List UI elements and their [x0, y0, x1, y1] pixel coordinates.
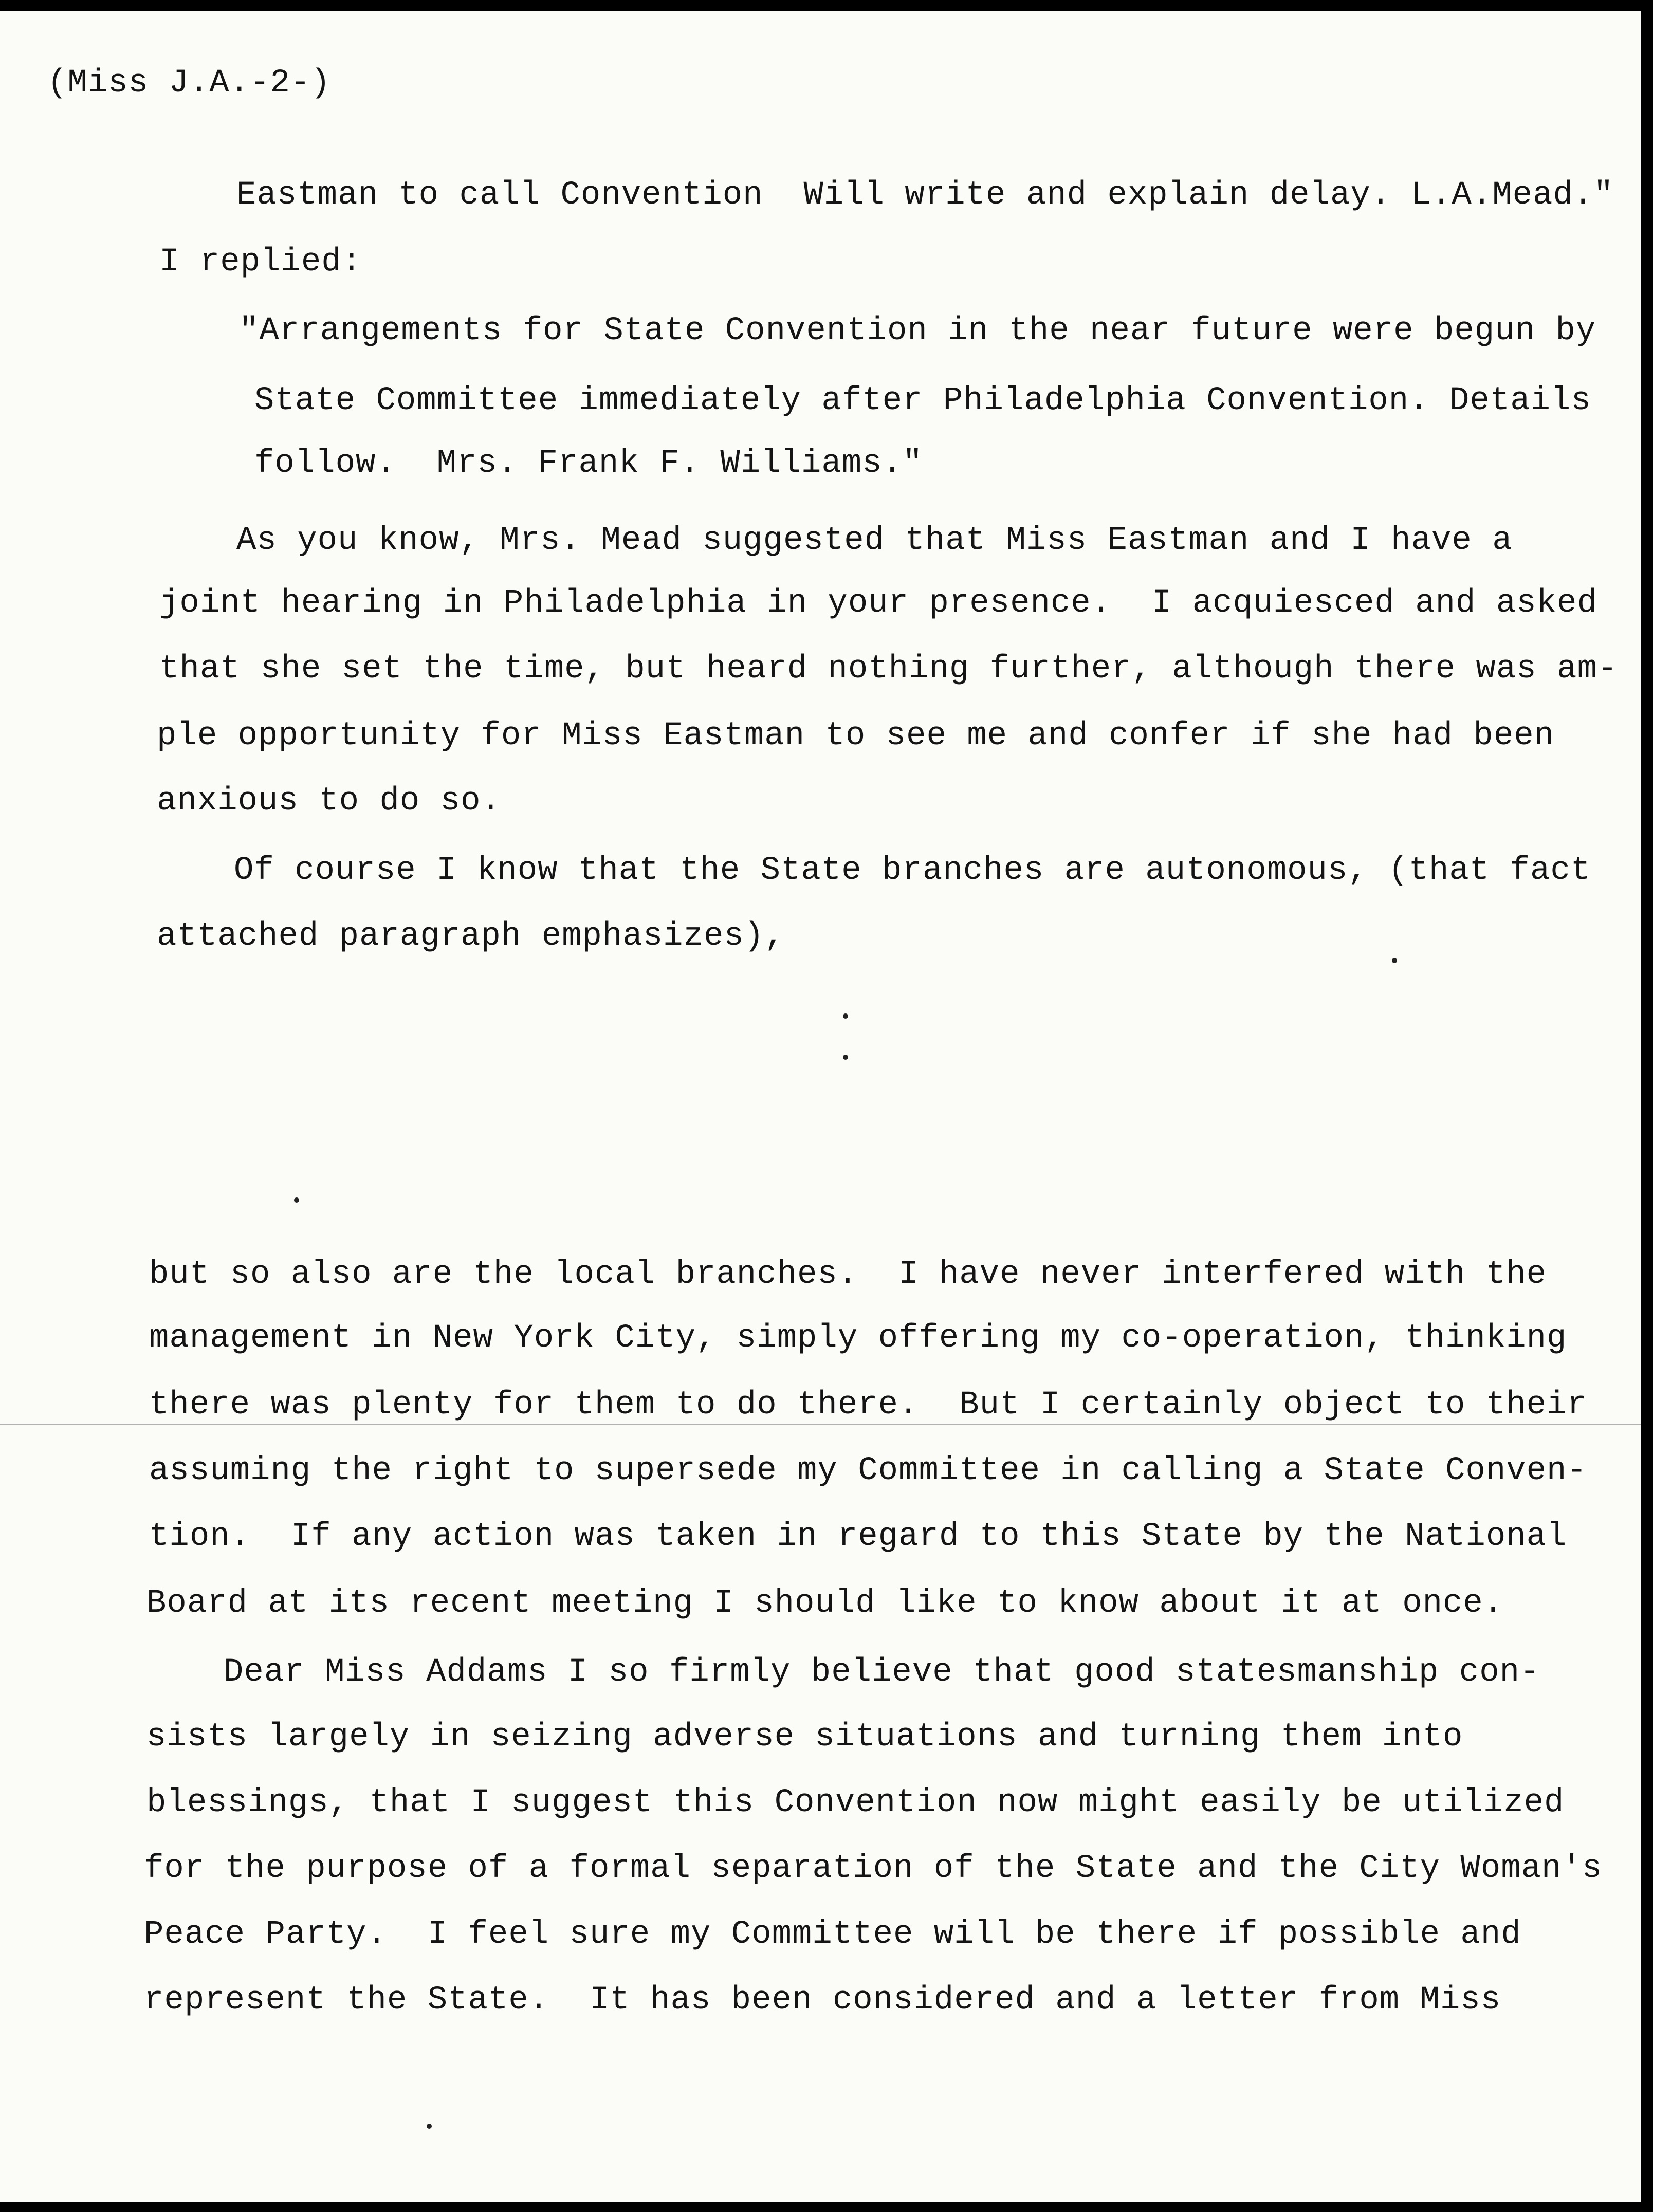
text-line: that she set the time, but heard nothing further, although there was am- — [159, 651, 1618, 688]
text-line: but so also are the local branches. I have never interfered with the — [149, 1256, 1547, 1293]
text-line: State Committee immediately after Philadelphia Convention. Details — [254, 382, 1591, 419]
text-line: there was plenty for them to do there. But I certainly object to their — [149, 1387, 1587, 1424]
text-line: management in New York City, simply offering my co-operation, thinking — [149, 1320, 1567, 1357]
text-line: anxious to do so. — [157, 783, 501, 820]
text-line: Board at its recent meeting I should like to know about it at once. — [146, 1585, 1504, 1622]
text-line: attached paragraph emphasizes), — [157, 918, 785, 955]
scan-speck — [843, 1013, 848, 1019]
text-line: As you know, Mrs. Mead suggested that Miss Eastman and I have a — [236, 522, 1513, 559]
text-line: represent the State. It has been considered and a letter from Miss — [144, 1982, 1501, 2019]
text-line: sists largely in seizing adverse situations and turning them into — [146, 1719, 1463, 1756]
scan-speck — [843, 1055, 848, 1060]
paper-crease — [0, 1424, 1641, 1425]
page-header: (Miss J.A.-2-) — [47, 65, 331, 102]
text-line: "Arrangements for State Convention in the near future were begun by — [239, 312, 1596, 349]
text-line: I replied: — [159, 244, 362, 281]
text-line: for the purpose of a formal separation of the State and the City Woman's — [144, 1850, 1603, 1887]
text-line: follow. Mrs. Frank F. Williams." — [254, 445, 923, 482]
document-page — [0, 11, 1641, 2202]
scan-speck — [294, 1197, 299, 1203]
text-line: assuming the right to supersede my Committee in calling a State Conven- — [149, 1452, 1587, 1489]
text-line: Of course I know that the State branches are autonomous, (that fact — [234, 852, 1591, 889]
text-line: blessings, that I suggest this Convention now might easily be utilized — [146, 1784, 1565, 1821]
text-line: Dear Miss Addams I so firmly believe that good statesmanship con- — [224, 1654, 1540, 1691]
scan-speck — [427, 2124, 432, 2129]
scan-speck — [1392, 958, 1397, 963]
text-line: ple opportunity for Miss Eastman to see me and confer if she had been — [157, 717, 1555, 754]
text-line: Peace Party. I feel sure my Committee will be there if possible and — [144, 1916, 1521, 1953]
scan-border — [1641, 0, 1653, 2212]
text-line: Eastman to call Convention Will write and explain delay. L.A.Mead." — [236, 177, 1614, 214]
text-line: joint hearing in Philadelphia in your presence. I acquiesced and asked — [159, 585, 1597, 622]
text-line: tion. If any action was taken in regard to this State by the National — [149, 1518, 1567, 1555]
